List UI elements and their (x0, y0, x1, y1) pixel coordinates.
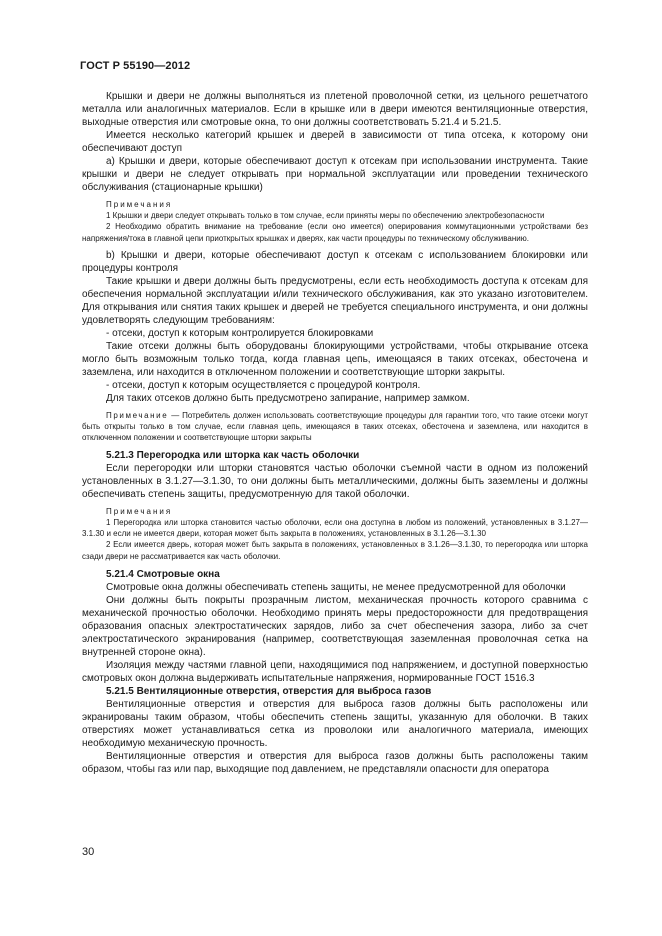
paragraph: Такие отсеки должны быть оборудованы блокирующими устройствами, чтобы открывание отсека могло быть возможным только тогда, когда главная цепь, имеющаяся в таких отсеках, обесточена и заземлена, или находится в отключенном положении и соответствующие шторки закрыты. (82, 340, 588, 378)
note-item: 2 Необходимо обратить внимание на требование (если оно имеется) оперирования коммутационными устройствами без напряжения/тока в главной цепи приоткрытых крышках и дверях, как части процедуры по техническому обслуживанию. (82, 222, 588, 243)
section-title: 5.21.3 Перегородка или шторка как часть оболочки (106, 449, 360, 461)
paragraph: Если перегородки или шторки становятся частью оболочки съемной части в одном из положений установленных в 3.1.27—3.1.30, то они должны быть металлическими, должны быть заземлены и должны обеспечивать степень защиты, предусмотренную для такой оболочки. (82, 462, 588, 500)
notes-title: Примечания (106, 506, 173, 516)
note-text: — Потребитель должен использовать соответствующие процедуры для гарантии того, что такие отсеки могут быть открыты только в том случае, если главная цепь, имеющаяся в таких отсеках, обесточена и заземлена, или находится в отключенном положении и соответствующие шторки закрыты (82, 410, 588, 443)
note-item: 2 Если имеется дверь, которая может быть закрыта в положениях, установленных в 3.1.26—3.1.30, то перегородка или шторка сзади двери не рассматривается как часть оболочки. (82, 540, 588, 561)
paragraph: Вентиляционные отверстия и отверстия для выброса газов должны быть расположены или экранированы таким образом, чтобы обеспечить степень защиты, указанную для оболочки. В таких отверстиях может устанавливаться сетка из проволоки или аналогичного материала, имеющих необходимую механическую прочность. (82, 698, 588, 749)
note-label: Примечание (106, 410, 169, 420)
paragraph: Смотровые окна должны обеспечивать степень защиты, не менее предусмотренной для оболочки (106, 581, 566, 593)
paragraph: Они должны быть покрыты прозрачным листом, механическая прочность которого сравнима с механической прочностью оболочки. Необходимо принять меры предосторожности для предотвращения образования опасных электростатических зарядов, либо за счет обеспечения зазора, либо за счет электростатического экранирования (например, соответствующая заземленная проволочная сетка на внутренней стороне окна). (82, 594, 588, 658)
paragraph: а) Крышки и двери, которые обеспечивают доступ к отсекам при использовании инструмента. Такие крышки и двери не следует открывать при нормальной эксплуатации или проведении технического обслуживания (стационарные крышки) (82, 156, 588, 193)
paragraph: Вентиляционные отверстия и отверстия для выброса газов должны быть расположены таким образом, чтобы газ или пар, выходящие под давлением, не представляли опасности для оператора (82, 750, 588, 775)
paragraph: - отсеки, доступ к которым осуществляется с процедурой контроля. (106, 379, 421, 391)
note (82, 410, 588, 444)
note-item: 1 Крышки и двери следует открывать только в том случае, если приняты меры по обеспечению электробезопасности (106, 211, 545, 220)
section-title: 5.21.5 Вентиляционные отверстия, отверстия для выброса газов (106, 685, 432, 697)
section-title: 5.21.4 Смотровые окна (106, 568, 220, 580)
paragraph: Для таких отсеков должно быть предусмотрено запирание, например замком. (106, 392, 470, 404)
paragraph: Крышки и двери не должны выполняться из плетеной проволочной сетки, из цельного решетчатого металла или аналогичных материалов. Если в крышке или в двери имеются вентиляционные отверстия, выходные отверстия или смотровые окна, то они должны соответствовать 5.21.4 и 5.21.5. (82, 91, 588, 128)
paragraph: Имеется несколько категорий крышек и дверей в зависимости от типа отсека, к которому они обеспечивают доступ (82, 130, 588, 154)
document-header: ГОСТ Р 55190—2012 (80, 60, 191, 72)
paragraph: Такие крышки и двери должны быть предусмотрены, если есть необходимость доступа к отсекам для обеспечения нормальной эксплуатации и/или технического обслуживания, как это указано изготовителем. Для открывания или снятия таких крышек и дверей не требуется специального инструмента, и они должны удовлетворять следующим требованиям: (82, 275, 588, 326)
document-body (82, 90, 588, 776)
note-item: 1 Перегородка или шторка становится частью оболочки, если она доступна в любом из положений, установленных в 3.1.27—3.1.30 и если не имеется двери, которая может быть закрыта в положениях, установленных в 3.1.26—3.1.30 (82, 517, 588, 539)
paragraph: b) Крышки и двери, которые обеспечивают доступ к отсекам с использованием блокировки или процедуры контроля (82, 249, 588, 274)
paragraph: Изоляция между частями главной цепи, находящимися под напряжением, и доступной поверхностью смотровых окон должна выдерживать испытательные напряжения, нормированные ГОСТ 1516.3 (82, 659, 588, 684)
paragraph: - отсеки, доступ к которым контролируется блокировками (106, 327, 374, 339)
notes-title: Примечания (106, 200, 173, 209)
page-number: 30 (82, 846, 95, 858)
